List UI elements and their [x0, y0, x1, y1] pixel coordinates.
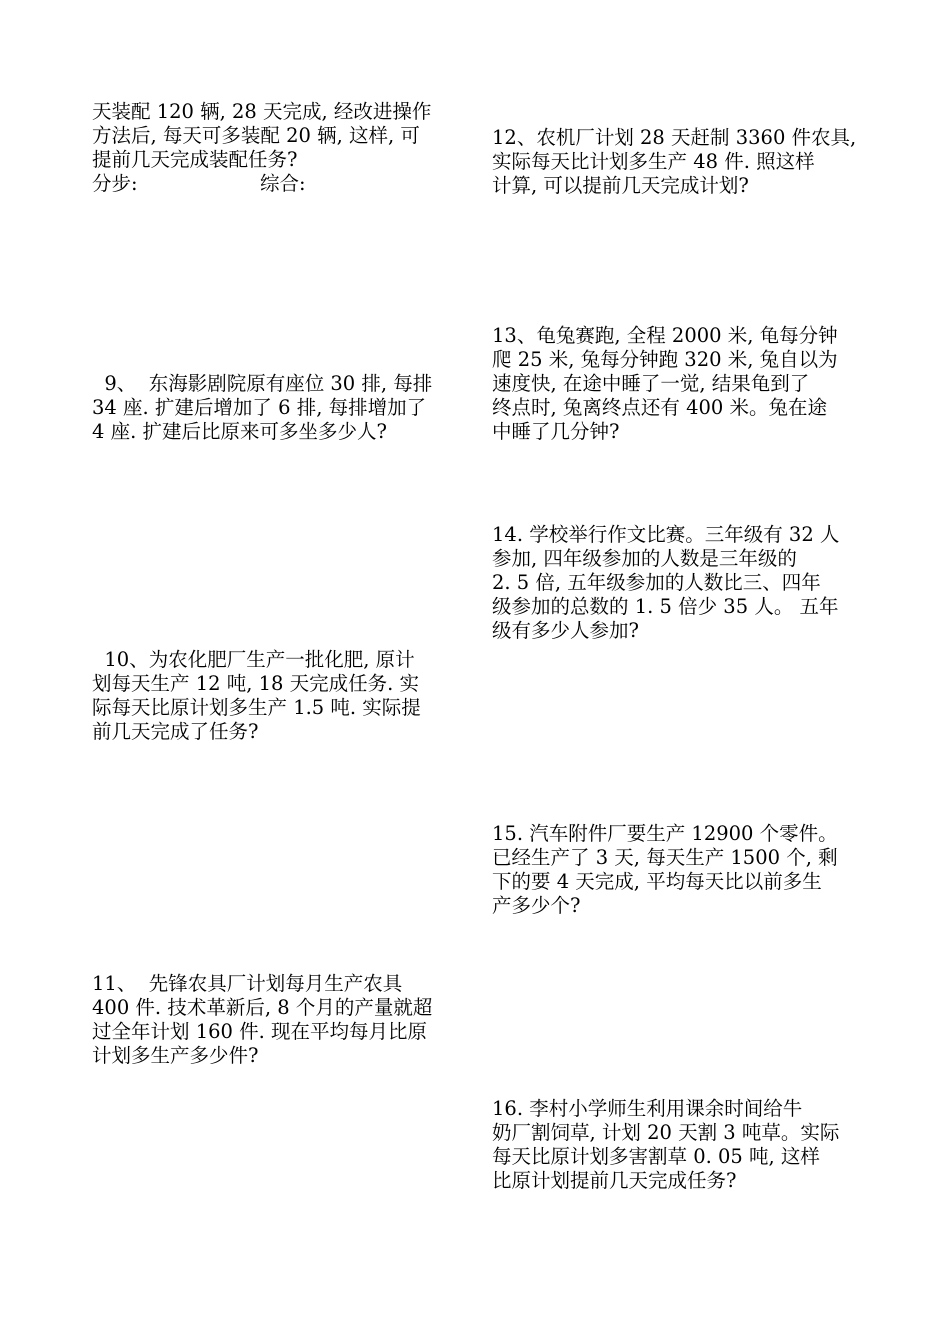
question-15-line-2: 已经生产了 3 天, 每天生产 1500 个, 剩: [492, 846, 838, 869]
question-12-line-1: 12、农机厂计划 28 天赶制 3360 件农具,: [492, 126, 857, 149]
question-11-line-2: 400 件. 技术革新后, 8 个月的产量就超: [92, 996, 433, 1019]
question-14-line-2: 参加, 四年级参加的人数是三年级的: [492, 547, 797, 570]
question-14-line-3: 2. 5 倍, 五年级参加的人数比三、四年: [492, 571, 821, 594]
question-15-line-1: 15. 汽车附件厂要生产 12900 个零件。: [492, 822, 838, 845]
question-16: [492, 1097, 882, 1193]
question-12: [492, 126, 882, 198]
question-11-line-1: 11、 先锋农具厂计划每月生产农具: [92, 972, 403, 995]
question-12-line-3: 计算, 可以提前几天完成计划?: [492, 174, 749, 197]
question-9-line-3: 4 座. 扩建后比原来可多坐多少人?: [92, 420, 387, 443]
question-14: [492, 523, 882, 643]
question-10-line-4: 前几天完成了任务?: [92, 720, 259, 743]
combined-label: 综合:: [260, 172, 306, 195]
question-10-line-1: 10、为农化肥厂生产一批化肥, 原计: [92, 648, 415, 671]
question-11: [92, 972, 472, 1068]
question-14-line-5: 级有多少人参加?: [492, 619, 639, 642]
question-14-line-4: 级参加的总数的 1. 5 倍少 35 人。 五年: [492, 595, 839, 618]
question-10-line-3: 际每天比原计划多生产 1.5 吨. 实际提: [92, 696, 421, 719]
question-9-line-1: 9、 东海影剧院原有座位 30 排, 每排: [92, 372, 433, 395]
question-8-line-2: 方法后, 每天可多装配 20 辆, 这样, 可: [92, 124, 420, 147]
question-13-line-5: 中睡了几分钟?: [492, 420, 620, 443]
question-15-line-4: 产多少个?: [492, 894, 581, 917]
question-13-line-3: 速度快, 在途中睡了一觉, 结果龟到了: [492, 372, 810, 395]
question-16-line-1: 16. 李村小学师生利用课余时间给牛: [492, 1097, 803, 1120]
question-8: [92, 100, 472, 196]
question-11-line-3: 过全年计划 160 件. 现在平均每月比原: [92, 1020, 428, 1043]
question-13-line-2: 爬 25 米, 兔每分钟跑 320 米, 兔自以为: [492, 348, 838, 371]
question-14-line-1: 14. 学校举行作文比赛。三年级有 32 人: [492, 523, 840, 546]
question-16-line-2: 奶厂割饲草, 计划 20 天割 3 吨草。实际: [492, 1121, 840, 1144]
question-16-line-3: 每天比原计划多害割草 0. 05 吨, 这样: [492, 1145, 820, 1168]
question-8-line-1: 天装配 120 辆, 28 天完成, 经改进操作: [92, 100, 432, 123]
question-9-line-2: 34 座. 扩建后增加了 6 排, 每排增加了: [92, 396, 427, 419]
question-11-line-4: 计划多生产多少件?: [92, 1044, 259, 1067]
step-label: 分步:: [92, 172, 138, 195]
question-16-line-4: 比原计划提前几天完成任务?: [492, 1169, 737, 1192]
question-13-line-4: 终点时, 兔离终点还有 400 米。兔在途: [492, 396, 828, 419]
question-12-line-2: 实际每天比计划多生产 48 件. 照这样: [492, 150, 815, 173]
question-13: [492, 324, 882, 444]
question-13-line-1: 13、龟兔赛跑, 全程 2000 米, 龟每分钟: [492, 324, 838, 347]
question-15: [492, 822, 882, 918]
question-15-line-3: 下的要 4 天完成, 平均每天比以前多生: [492, 870, 822, 893]
question-8-answer-labels: [92, 172, 472, 196]
question-9: [92, 372, 472, 444]
question-10: [92, 648, 472, 744]
question-8-line-3: 提前几天完成装配任务?: [92, 148, 298, 171]
question-10-line-2: 划每天生产 12 吨, 18 天完成任务. 实: [92, 672, 420, 695]
